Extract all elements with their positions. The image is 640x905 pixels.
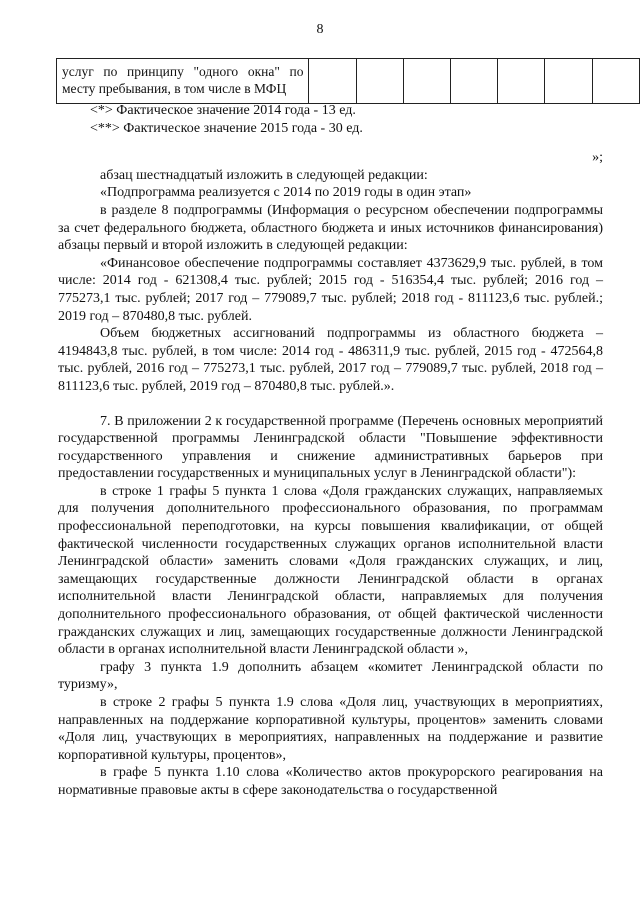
- paragraph-row-1: в строке 1 графы 5 пункта 1 слова «Доля гражданских служащих, направляемых для получения дополнительного профессионального образования, по программам профессиональной переподготовки, на курсы повышения квалификации, от общей фактической численности государственных служащих органов исполнительной власти Ленинградской области» заменить словами «Доля гражданских служащих, и лиц, замещающих государственные должности Ленинградской области в органах исполнительной власти Ленинградской области, направляемых для получения дополнительного профессионального образования, от общей фактической численности гражданских служащих и лиц, замещающих государственные должности Ленинградской области в органах исполнительной власти Ленинградской области »,: [58, 483, 603, 658]
- closing-quote: »;: [592, 150, 603, 166]
- table-cell: [451, 59, 498, 104]
- paragraph-period-quote: «Подпрограмма реализуется с 2014 по 2019 годы в один этап»: [100, 185, 472, 201]
- table-cell: [592, 59, 639, 104]
- paragraph-section-8: в разделе 8 подпрограммы (Информация о ресурсном обеспечении подпрограммы за счет федерального бюджета, областного бюджета и иных источников финансирования) абзацы первый и второй изложить в следующей редакции:: [58, 202, 603, 254]
- table-fragment: [56, 58, 640, 104]
- paragraph-regional-budget: Объем бюджетных ассигнований подпрограммы из областного бюджета – 4194843,8 тыс. рублей, в том числе: 2014 год - 486311,9 тыс. рублей, 2015 год - 472564,8 тыс. рублей, 2016 год – 775273,1 тыс. рублей, 2017 год – 779089,7 тыс. рублей, 2018 год – 811123,6 тыс. рублей, 2019 год – 870480,8 тыс. рублей.».: [58, 326, 603, 394]
- table-cell: [498, 59, 545, 104]
- paragraph-item-1-10: в графе 5 пункта 1.10 слова «Количество актов прокурорского реагирования на нормативные правовые акты в сфере законодательства о государственной: [58, 765, 603, 798]
- table-cell: [403, 59, 450, 104]
- paragraph-column-3: графу 3 пункта 1.9 дополнить абзацем «комитет Ленинградской области по туризму»,: [58, 659, 603, 693]
- paragraph-row-2: в строке 2 графы 5 пункта 1.9 слова «Доля лиц, участвующих в мероприятиях, направленных на поддержание корпоративной культуры, процентов» заменить словами «Доля лиц, участвующих в мероприятиях, направленных на поддержание и развитие корпоративной культуры, процентов»,: [58, 695, 603, 763]
- document-body: [58, 102, 603, 800]
- paragraph-abzac-16: абзац шестнадцатый изложить в следующей редакции:: [100, 167, 428, 183]
- table-cell: [309, 59, 356, 104]
- table-cell: [545, 59, 592, 104]
- paragraph-item-7: 7. В приложении 2 к государственной программе (Перечень основных мероприятий государственной программы Ленинградской области "Повышение эффективности государственного управления и снижение административных барьеров при предоставлении государственных и муниципальных услуг в Ленинградской области"):: [58, 413, 603, 482]
- table-cell: [356, 59, 403, 104]
- paragraph-financing: «Финансовое обеспечение подпрограммы составляет 4373629,9 тыс. рублей, в том числе: 2014 год - 621308,4 тыс. рублей; 2015 год - 516354,4 тыс. рублей; 2016 год – 775273,1 тыс. рублей; 2017 год – 779089,7 тыс. рублей; 2018 год - 811123,6 тыс. рублей.; 2019 год – 870480,8 тыс. рублей.: [58, 255, 603, 324]
- page-number: 8: [316, 22, 324, 37]
- table-row: [57, 59, 640, 104]
- table-cell-description: услуг по принципу "одного окна" по месту пребывания, в том числе в МФЦ: [57, 59, 309, 104]
- footnote-2014: <*> Фактическое значение 2014 года - 13 ед.: [90, 103, 356, 118]
- footnote-2015: <**> Фактическое значение 2015 года - 30 ед.: [90, 120, 363, 136]
